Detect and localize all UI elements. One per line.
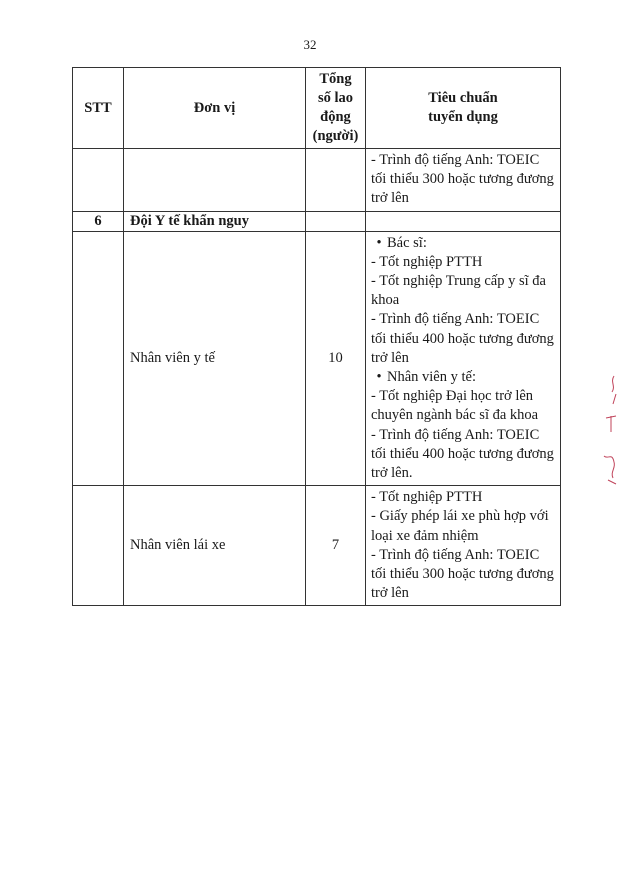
header-tong bbox=[306, 68, 366, 149]
criteria-line: loại xe đảm nhiệm bbox=[371, 527, 479, 544]
criteria-bullet bbox=[371, 234, 556, 253]
recruitment-table bbox=[72, 67, 561, 606]
cell-stt bbox=[73, 231, 124, 486]
criteria-line: - Tốt nghiệp PTTH bbox=[371, 489, 483, 506]
cell-stt bbox=[73, 486, 124, 606]
criteria-line: - Tốt nghiệp Đại học trở lên bbox=[371, 388, 534, 405]
bullet-icon: • bbox=[376, 234, 382, 251]
criteria-line: tối thiểu 300 hoặc tương đương bbox=[371, 171, 554, 188]
criteria-line: chuyên ngành bác sĩ đa khoa bbox=[371, 407, 539, 424]
header-tong-line: Tổng bbox=[319, 71, 352, 87]
header-don-vi: Đơn vị bbox=[124, 68, 306, 149]
section-name: Đội Y tế khẩn nguy bbox=[124, 211, 306, 231]
criteria-line: khoa bbox=[371, 292, 400, 309]
criteria-line: - Tốt nghiệp Trung cấp y sĩ đa bbox=[371, 273, 546, 290]
criteria-line: trở lên bbox=[371, 190, 409, 207]
header-row bbox=[73, 68, 561, 149]
cell-unit bbox=[124, 149, 306, 212]
criteria-line: trở lên. bbox=[371, 465, 413, 482]
section-row bbox=[73, 211, 561, 231]
criteria-line: tối thiểu 400 hoặc tương đương bbox=[371, 445, 554, 462]
cell-count: 7 bbox=[306, 486, 366, 606]
criteria-line: Bác sĩ: bbox=[387, 234, 427, 251]
criteria-line: - Trình độ tiếng Anh: TOEIC bbox=[371, 311, 540, 328]
header-tong-line: (người) bbox=[312, 128, 359, 144]
criteria-bullet bbox=[371, 368, 556, 387]
criteria-line: tối thiểu 400 hoặc tương đương bbox=[371, 330, 554, 347]
header-tieu-chuan-line: tuyển dụng bbox=[428, 109, 498, 125]
criteria-line: - Giấy phép lái xe phù hợp với bbox=[371, 508, 549, 525]
table-row bbox=[73, 149, 561, 212]
header-tieu-chuan-line: Tiêu chuẩn bbox=[428, 90, 498, 106]
criteria-line: - Trình độ tiếng Anh: TOEIC bbox=[371, 152, 540, 168]
criteria-line: trở lên bbox=[371, 349, 409, 366]
cell-criteria bbox=[366, 231, 561, 486]
criteria-line: tối thiểu 300 hoặc tương đương bbox=[371, 566, 554, 583]
criteria-line: - Trình độ tiếng Anh: TOEIC bbox=[371, 546, 540, 563]
cell-count: 10 bbox=[306, 231, 366, 486]
cell-unit: Nhân viên y tế bbox=[124, 231, 306, 486]
page-number: 32 bbox=[303, 37, 317, 52]
header-tong-line: động bbox=[320, 109, 351, 125]
bullet-icon: • bbox=[376, 369, 382, 386]
table-row bbox=[73, 486, 561, 606]
margin-handwriting-mark bbox=[598, 372, 620, 492]
cell-stt bbox=[73, 149, 124, 212]
section-stt: 6 bbox=[73, 211, 124, 231]
cell-criteria bbox=[366, 149, 561, 212]
header-tieu-chuan bbox=[366, 68, 561, 149]
table-row bbox=[73, 231, 561, 486]
criteria-line: - Tốt nghiệp PTTH bbox=[371, 253, 483, 270]
cell-unit: Nhân viên lái xe bbox=[124, 486, 306, 606]
criteria-line: - Trình độ tiếng Anh: TOEIC bbox=[371, 426, 540, 443]
cell-count bbox=[306, 149, 366, 212]
header-tong-line: số lao bbox=[317, 90, 354, 106]
criteria-line: trở lên bbox=[371, 585, 409, 602]
criteria-line: Nhân viên y tế: bbox=[387, 369, 476, 386]
cell-criteria bbox=[366, 486, 561, 606]
cell-count bbox=[306, 211, 366, 231]
header-stt: STT bbox=[73, 68, 124, 149]
cell-criteria bbox=[366, 211, 561, 231]
